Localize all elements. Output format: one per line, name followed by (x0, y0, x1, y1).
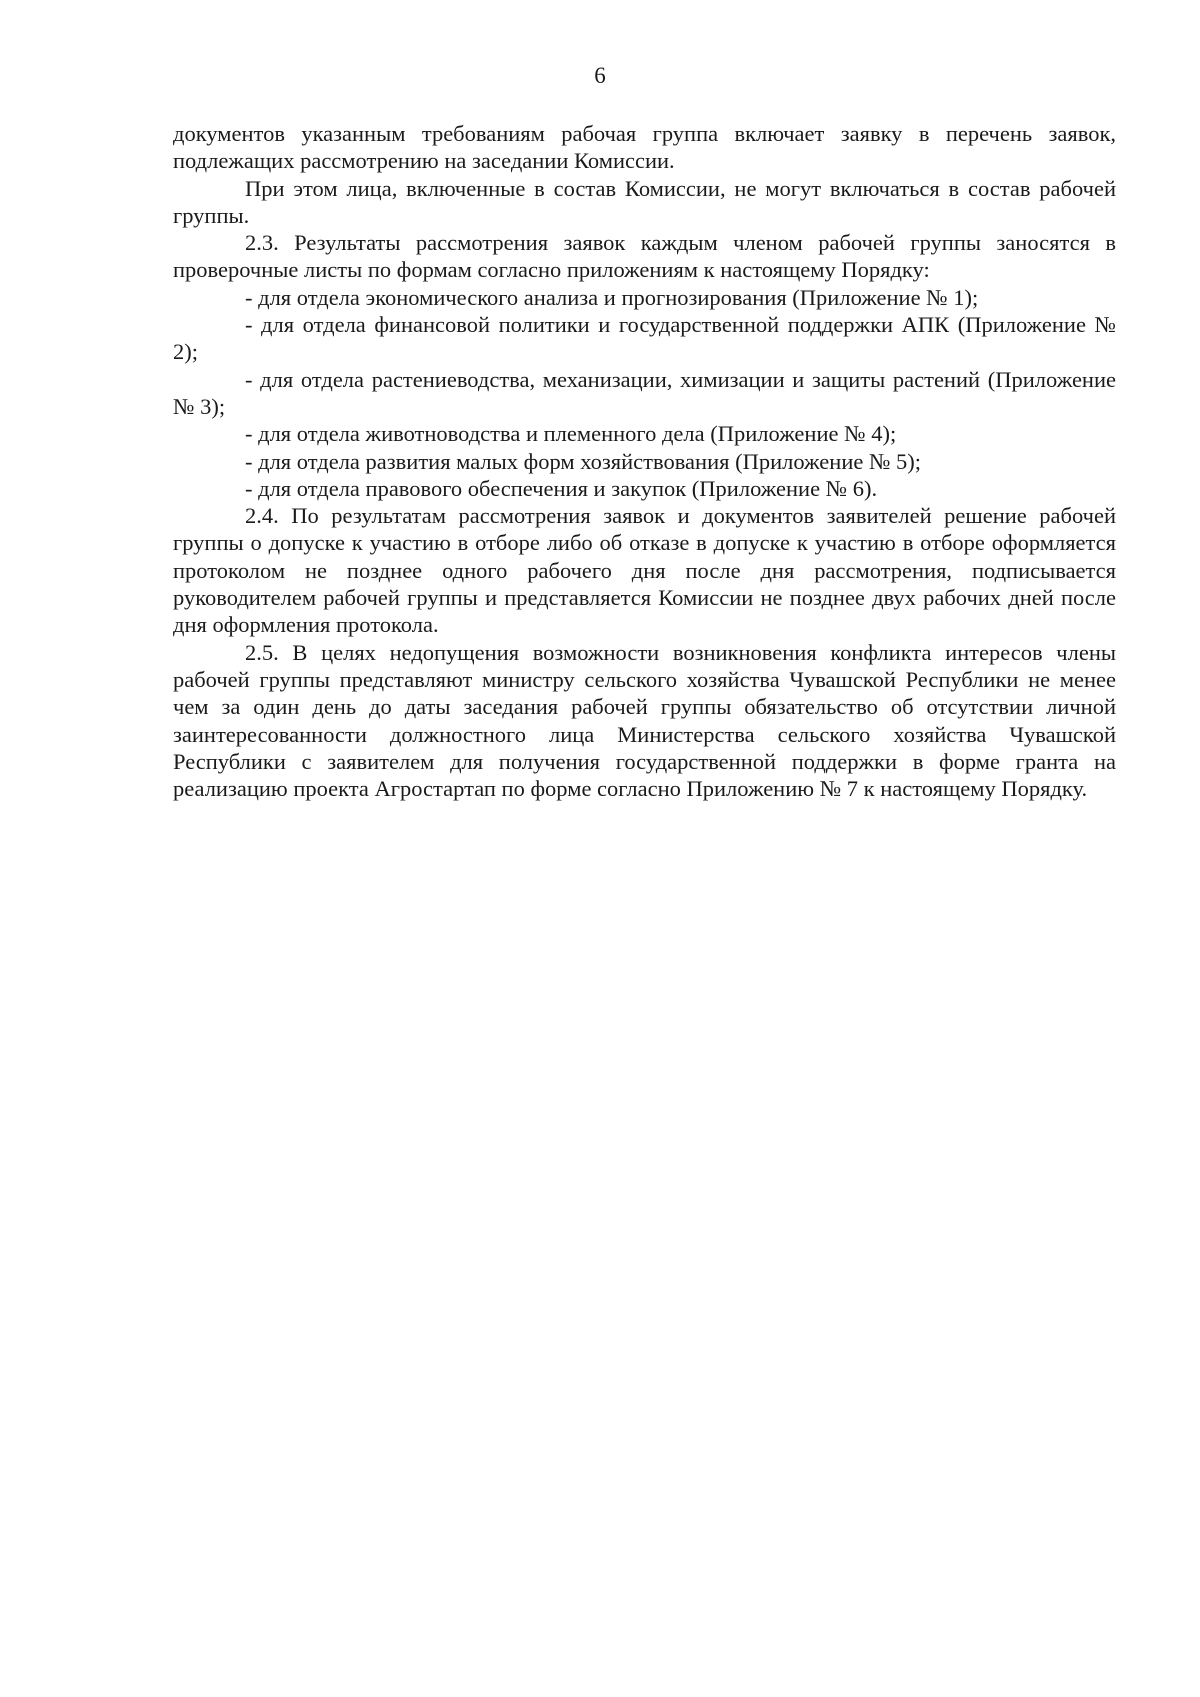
paragraph-commission-exclusion: При этом лица, включенные в состав Комиссии, не могут включаться в состав рабочей группы. (173, 175, 1116, 228)
list-item-appendix-6: - для отдела правового обеспечения и закупок (Приложение № 6). (245, 475, 878, 501)
list-item-appendix-1: - для отдела экономического анализа и прогнозирования (Приложение № 1); (245, 284, 979, 310)
paragraph-2-4: 2.4. По результатам рассмотрения заявок и документов заявителей решение рабочей группы о допуске к участию в отборе либо об отказе в допуске к участию в отборе оформляется протоколом не позднее одного рабочего дня после дня рассмотрения, подписывается руководителем рабочей группы и представляется Комиссии не позднее двух рабочих дней после дня оформления протокола. (173, 503, 1116, 638)
paragraph-continuation: документов указанным требованиям рабочая группа включает заявку в перечень заявок, подлежащих рассмотрению на заседании Комиссии. (173, 121, 1116, 174)
list-item-appendix-2: - для отдела финансовой политики и государственной поддержки АПК (Приложение № 2); (173, 312, 1116, 365)
document-body (173, 120, 1116, 802)
list-item-appendix-3: - для отдела растениеводства, механизации, химизации и защиты растений (Приложение № 3); (173, 366, 1116, 419)
list-item-appendix-5: - для отдела развития малых форм хозяйствования (Приложение № 5); (245, 448, 922, 474)
list-item-appendix-4: - для отдела животноводства и племенного дела (Приложение № 4); (245, 421, 897, 447)
paragraph-2-5: 2.5. В целях недопущения возможности возникновения конфликта интересов члены рабочей группы представляют министру сельского хозяйства Чувашской Республики не менее чем за один день до даты заседания рабочей группы обязательство об отсутствии личной заинтересованности должностного лица Министерства сельского хозяйства Чувашской Республики с заявителем для получения государственной поддержки в форме гранта на реализацию проекта Агростартап по форме согласно Приложению № 7 к настоящему Порядку. (173, 639, 1116, 802)
page-number: 6 (594, 63, 606, 88)
paragraph-2-3: 2.3. Результаты рассмотрения заявок каждым членом рабочей группы заносятся в проверочные листы по формам согласно приложениям к настоящему Порядку: (173, 230, 1116, 283)
